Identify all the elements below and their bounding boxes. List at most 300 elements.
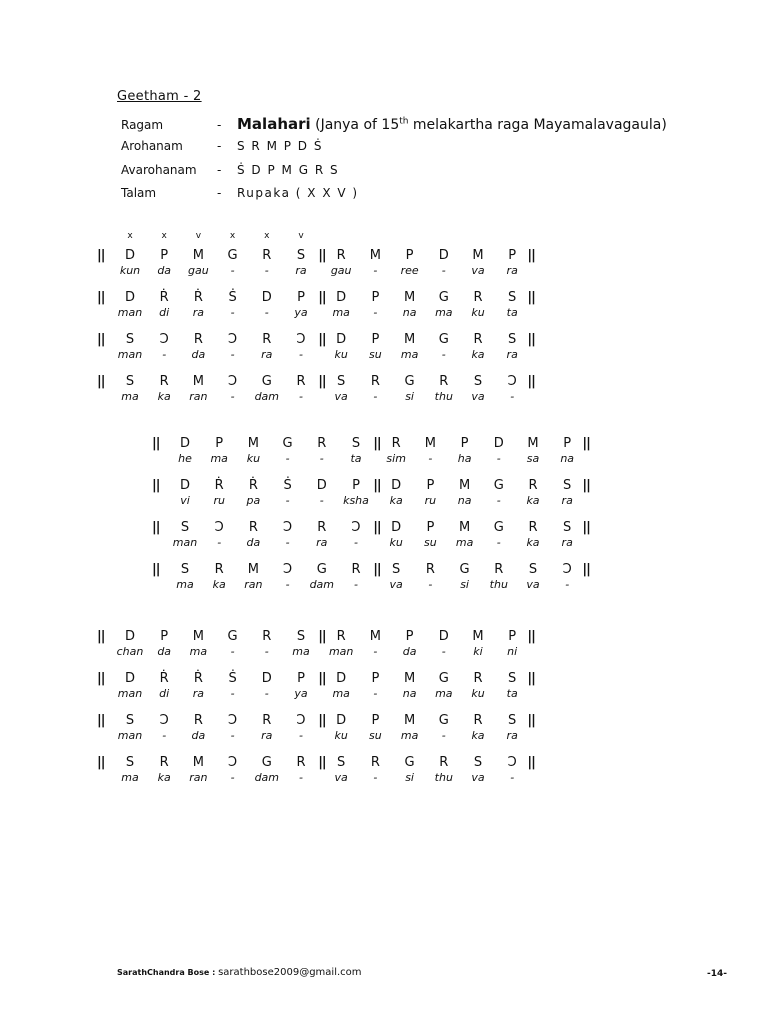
syllable: ku [334, 729, 348, 742]
swara: R [473, 713, 483, 728]
tala-mark: x [264, 231, 270, 241]
syllable: da [191, 729, 206, 742]
notation-line [97, 373, 577, 407]
ragam-value [237, 115, 667, 133]
swara: Ↄ [296, 713, 306, 728]
syllable: chan [116, 645, 144, 658]
notation-cell [183, 231, 213, 278]
notation-cell [286, 231, 316, 278]
swara: M [192, 248, 204, 263]
swara: Ṙ [248, 478, 258, 493]
notation-cell [218, 670, 248, 701]
syllable: ra [506, 729, 518, 742]
syllable: dam [309, 578, 335, 591]
syllable: na [457, 494, 472, 507]
swara: D [336, 332, 347, 347]
syllable: vi [180, 494, 190, 507]
notation-cell [326, 628, 356, 659]
swara: D [391, 520, 402, 535]
swara: S [508, 671, 517, 686]
bar-end: || [527, 290, 535, 305]
swara: Ↄ [214, 520, 224, 535]
syllable: ku [471, 687, 485, 700]
syllable: ya [294, 306, 308, 319]
notation-cell [360, 373, 390, 404]
notation-cell [307, 519, 337, 550]
notation-cell [326, 754, 356, 785]
syllable: man [172, 536, 198, 549]
syllable: ra [506, 264, 518, 277]
notation-cell [497, 373, 527, 404]
ragam-sup: th [399, 116, 409, 127]
bar-start: || [97, 755, 105, 770]
notation-cell [252, 373, 282, 404]
syllable: ma [121, 390, 139, 403]
notation-cell [497, 754, 527, 785]
avarohanam-dash: - [217, 163, 222, 177]
notation-cell [149, 373, 179, 404]
notation-line [97, 289, 577, 323]
swara: R [296, 374, 306, 389]
syllable: ma [210, 452, 228, 465]
syllable: - [441, 348, 446, 361]
swara: M [424, 436, 436, 451]
syllable: pa [246, 494, 261, 507]
notation-cell [360, 289, 390, 320]
syllable: ku [471, 306, 485, 319]
syllable: - [264, 645, 269, 658]
syllable: - [354, 578, 358, 591]
notation-cell [395, 331, 425, 362]
notation-line [97, 331, 577, 365]
ragam-desc-pre: (Janya of 15 [310, 117, 400, 133]
swara: S [473, 374, 483, 389]
notation-cell [252, 712, 282, 743]
syllable: su [369, 348, 382, 361]
syllable: - [319, 452, 324, 465]
swara: S [563, 520, 572, 535]
syllable: - [373, 771, 378, 784]
swara: R [425, 562, 435, 577]
swara: S [473, 755, 483, 770]
syllable: - [373, 306, 378, 319]
notation-cell [218, 289, 248, 320]
notation-cell [341, 477, 371, 508]
notation-cell [326, 712, 356, 743]
syllable: - [230, 729, 235, 742]
bar-middle: || [318, 332, 326, 347]
notation-cell [149, 231, 179, 278]
swara: M [458, 478, 471, 493]
bar-middle: || [373, 520, 381, 535]
swara: S [563, 478, 572, 493]
syllable: ma [189, 645, 208, 658]
notation-cell [381, 435, 411, 466]
swara: M [403, 671, 416, 686]
footer-author-name: SarathChandra Bose : [117, 968, 219, 977]
syllable: - [565, 578, 570, 591]
notation-cell [307, 435, 337, 466]
notation-cell [326, 373, 356, 404]
syllable: ka [526, 536, 540, 549]
syllable: - [373, 390, 378, 403]
notation-cell [429, 754, 459, 785]
swara: P [371, 332, 380, 347]
notation-cell [429, 289, 459, 320]
syllable: - [510, 771, 515, 784]
syllable: - [428, 452, 433, 465]
syllable: ra [192, 687, 205, 700]
syllable: kun [119, 264, 141, 277]
tala-mark: v [298, 231, 304, 241]
notation-cell [450, 435, 480, 466]
notation-cell [429, 670, 459, 701]
swara: Ṙ [159, 671, 169, 686]
avarohanam-label: Avarohanam [121, 163, 197, 177]
swara: S [508, 290, 517, 305]
syllable: - [230, 306, 235, 319]
syllable: - [373, 264, 378, 277]
syllable: - [299, 729, 303, 742]
swara: G [227, 248, 238, 263]
syllable: ta [506, 687, 518, 700]
notation-cell [497, 670, 527, 701]
notation-cell [183, 670, 213, 701]
syllable: dam [254, 390, 280, 403]
swara: R [494, 562, 504, 577]
notation-cell [463, 628, 493, 659]
syllable: di [159, 306, 170, 319]
swara: R [391, 436, 401, 451]
notation-cell [286, 670, 316, 701]
notation-cell [463, 331, 493, 362]
notation-cell [484, 435, 514, 466]
swara: S [296, 629, 306, 644]
notation-line [97, 754, 577, 788]
notation-cell [204, 435, 234, 466]
swara: G [493, 478, 504, 493]
swara: M [472, 629, 484, 644]
swara: Ↄ [507, 374, 517, 389]
swara: S [528, 562, 538, 577]
syllable: ra [261, 729, 273, 742]
notation-cell [463, 247, 493, 278]
notation-cell [149, 628, 179, 659]
bar-end: || [582, 436, 590, 451]
bar-end: || [527, 332, 535, 347]
ragam-dash: - [217, 118, 222, 132]
swara: Ↄ [283, 562, 293, 577]
syllable: ra [561, 494, 573, 507]
bar-end: || [582, 520, 590, 535]
notation-cell [307, 561, 337, 592]
syllable: man [117, 306, 143, 319]
bar-middle: || [373, 436, 381, 451]
notation-cell [341, 435, 371, 466]
notation-cell [183, 754, 213, 785]
syllable: - [496, 494, 501, 507]
notation-cell [429, 628, 459, 659]
notation-cell [218, 231, 248, 278]
swara: M [472, 248, 484, 263]
swara: P [405, 629, 414, 644]
swara: D [336, 713, 347, 728]
swara: S [296, 248, 306, 263]
notation-cell [238, 435, 268, 466]
notation-cell [286, 754, 316, 785]
bar-start: || [97, 629, 105, 644]
syllable: ra [561, 536, 573, 549]
syllable: thu [434, 771, 453, 784]
notation-cell [395, 373, 425, 404]
syllable: man [117, 687, 143, 700]
swara: G [438, 671, 449, 686]
swara: P [371, 290, 380, 305]
syllable: - [162, 348, 167, 361]
swara: D [391, 478, 402, 493]
arohanam-dash: - [217, 139, 222, 153]
swara: G [438, 713, 449, 728]
footer-email: sarathbose2009@gmail.com [218, 967, 362, 978]
syllable: ran [244, 578, 263, 591]
notation-cell [252, 628, 282, 659]
syllable: man [328, 645, 354, 658]
swara: Ↄ [159, 332, 169, 347]
swara: R [159, 374, 169, 389]
syllable: man [117, 729, 143, 742]
notation-cell [115, 712, 145, 743]
syllable: - [299, 390, 303, 403]
notation-cell [381, 519, 411, 550]
talam-label: Talam [121, 186, 157, 200]
notation-cell [415, 519, 445, 550]
syllable: - [354, 536, 358, 549]
swara: Ↄ [159, 713, 169, 728]
syllable: ksha [343, 494, 369, 507]
notation-cell [360, 247, 390, 278]
arohanam-value: S R M P D Ṡ [237, 139, 323, 153]
syllable: - [299, 348, 303, 361]
syllable: - [441, 645, 446, 658]
notation-cell [238, 519, 268, 550]
notation-cell [360, 628, 390, 659]
swara: D [336, 671, 347, 686]
swara: Ṡ [283, 478, 292, 493]
syllable: - [441, 729, 446, 742]
swara: P [563, 436, 572, 451]
swara: R [193, 713, 203, 728]
swara: R [193, 332, 203, 347]
notation-cell [497, 247, 527, 278]
syllable: si [405, 390, 414, 403]
notation-cell [170, 519, 200, 550]
syllable: ma [455, 536, 474, 549]
syllable: ku [334, 348, 348, 361]
swara: Ↄ [283, 520, 293, 535]
notation-cell [307, 477, 337, 508]
notation-cell [463, 712, 493, 743]
syllable: na [402, 687, 417, 700]
syllable: - [496, 536, 501, 549]
notation-cell [218, 373, 248, 404]
syllable: va [334, 771, 348, 784]
syllable: - [230, 390, 235, 403]
swara: P [426, 520, 435, 535]
syllable: - [230, 645, 235, 658]
notation-cell [518, 561, 548, 592]
swara: R [262, 713, 272, 728]
swara: R [473, 290, 483, 305]
notation-cell [552, 477, 582, 508]
swara: Ↄ [228, 755, 238, 770]
notation-cell [360, 712, 390, 743]
syllable: ra [192, 306, 205, 319]
syllable: ki [473, 645, 483, 658]
syllable: ka [212, 578, 226, 591]
swara: R [262, 248, 272, 263]
syllable: ta [350, 452, 362, 465]
notation-cell [218, 712, 248, 743]
syllable: ka [389, 494, 403, 507]
swara: P [215, 436, 224, 451]
notation-cell [463, 289, 493, 320]
swara: S [337, 755, 346, 770]
notation-line [152, 477, 632, 511]
footer-author [117, 967, 362, 978]
swara: D [124, 248, 135, 263]
syllable: ta [506, 306, 518, 319]
notation-cell [463, 670, 493, 701]
syllable: va [471, 390, 485, 403]
swara: M [458, 520, 471, 535]
syllable: ma [400, 348, 419, 361]
notation-cell [149, 331, 179, 362]
notation-cell [273, 477, 303, 508]
bar-end: || [527, 629, 535, 644]
syllable: va [471, 771, 485, 784]
arohanam-label: Arohanam [121, 139, 183, 153]
swara: S [508, 332, 517, 347]
swara: M [369, 248, 381, 263]
syllable: da [157, 264, 172, 277]
swara: D [438, 248, 449, 263]
bar-start: || [152, 478, 160, 493]
syllable: su [424, 536, 437, 549]
swara: D [316, 478, 327, 493]
notation-cell [484, 519, 514, 550]
swara: Ↄ [296, 332, 306, 347]
syllable: ma [435, 687, 453, 700]
swara: G [227, 629, 238, 644]
notation-cell [415, 477, 445, 508]
syllable: - [162, 729, 167, 742]
syllable: - [428, 578, 433, 591]
syllable: ka [471, 729, 485, 742]
swara: Ṡ [228, 671, 237, 686]
swara: D [179, 436, 190, 451]
bar-middle: || [373, 562, 381, 577]
notation-cell [115, 373, 145, 404]
syllable: ra [295, 264, 307, 277]
notation-cell [286, 289, 316, 320]
swara: P [426, 478, 435, 493]
syllable: ka [471, 348, 485, 361]
swara: R [439, 755, 449, 770]
notation-line [97, 628, 577, 662]
swara: G [282, 436, 293, 451]
syllable: man [117, 348, 143, 361]
notation-cell [484, 477, 514, 508]
notation-cell [381, 561, 411, 592]
notation-cell [115, 231, 145, 278]
syllable: - [319, 494, 324, 507]
bar-start: || [97, 332, 105, 347]
syllable: sa [526, 452, 540, 465]
swara: G [459, 562, 470, 577]
tala-mark: x [127, 231, 133, 241]
swara: R [336, 248, 346, 263]
syllable: ru [424, 494, 437, 507]
swara: M [369, 629, 381, 644]
notation-cell [341, 519, 371, 550]
notation-cell [115, 754, 145, 785]
swara: G [404, 374, 415, 389]
bar-middle: || [318, 629, 326, 644]
syllable: - [496, 452, 501, 465]
swara: D [438, 629, 449, 644]
bar-end: || [582, 562, 590, 577]
syllable: va [334, 390, 348, 403]
swara: D [336, 290, 347, 305]
notation-cell [204, 519, 234, 550]
swara: M [403, 290, 416, 305]
notation-cell [395, 289, 425, 320]
notation-cell [218, 331, 248, 362]
notation-cell [463, 754, 493, 785]
swara: G [438, 290, 449, 305]
swara: R [528, 478, 538, 493]
swara: M [247, 436, 259, 451]
swara: P [405, 248, 414, 263]
syllable: gau [330, 264, 352, 277]
swara: D [261, 671, 272, 686]
ragam-desc-post: melakartha raga Mayamalavagaula) [408, 117, 667, 133]
swara: P [371, 671, 380, 686]
swara: P [297, 671, 305, 686]
bar-start: || [152, 520, 160, 535]
notation-cell [395, 247, 425, 278]
bar-start: || [97, 248, 105, 263]
swara: D [124, 290, 135, 305]
syllable: - [510, 390, 515, 403]
syllable: si [405, 771, 414, 784]
syllable: di [159, 687, 170, 700]
syllable: ree [400, 264, 419, 277]
syllable: ma [400, 729, 419, 742]
swara: G [438, 332, 449, 347]
notation-cell [395, 670, 425, 701]
notation-cell [463, 373, 493, 404]
syllable: va [471, 264, 485, 277]
notation-cell [450, 561, 480, 592]
syllable: - [264, 264, 269, 277]
notation-cell [183, 331, 213, 362]
syllable: he [178, 452, 192, 465]
notation-cell [170, 435, 200, 466]
swara: S [392, 562, 401, 577]
swara: S [125, 755, 135, 770]
syllable: - [230, 348, 235, 361]
